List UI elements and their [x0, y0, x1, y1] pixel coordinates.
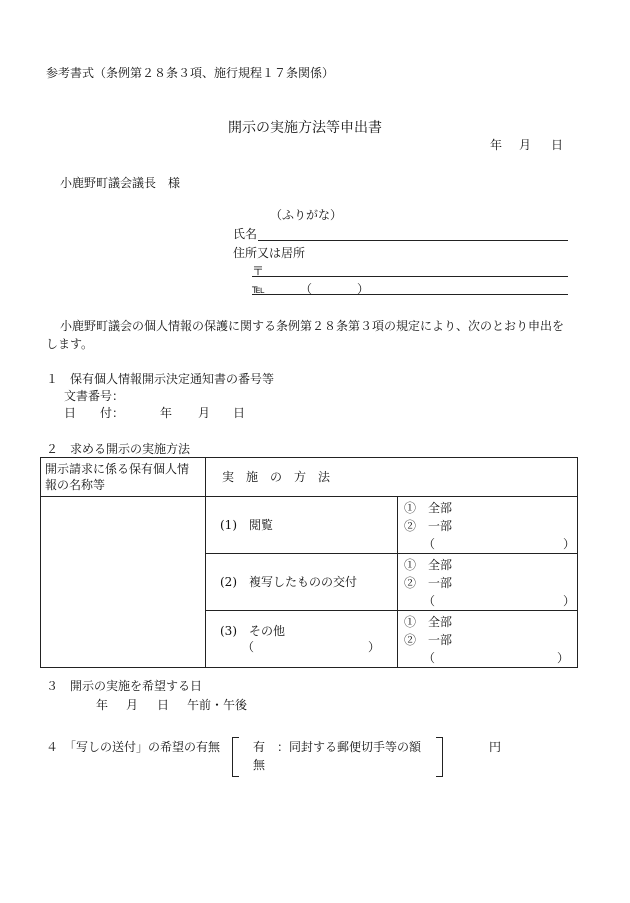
date-label: 日 付： [64, 406, 125, 420]
section1-day: 日 [233, 406, 246, 420]
yen-label: 円 [489, 740, 502, 754]
name-label: 氏名 [233, 227, 258, 241]
info-name-cell[interactable] [41, 497, 206, 668]
options-cell-1[interactable] [398, 497, 578, 554]
option-all-1[interactable]: ① 全部 [404, 501, 453, 515]
section4-heading: ４ 「写しの送付」の希望の有無 [46, 740, 221, 754]
other-paren-close: ） [367, 639, 380, 654]
method-2-label: (2) 複写したものの交付 [220, 574, 357, 589]
option-partial-1[interactable]: ② 一部 [404, 519, 453, 533]
method-row-3[interactable] [206, 611, 398, 668]
date-day: 日 [551, 138, 564, 152]
partial-detail-2[interactable] [404, 592, 575, 610]
method-table [40, 457, 578, 668]
info-name-header-label: 開示請求に係る保有個人情報の名称等 [45, 462, 190, 492]
table-header-info-name [41, 458, 206, 497]
other-paren-open: （ [242, 639, 255, 654]
options-cell-2[interactable] [398, 554, 578, 611]
address-label: 住所又は居所 [233, 246, 306, 260]
name-line[interactable] [258, 240, 568, 241]
method-1-label: (1) 閲覧 [220, 517, 273, 532]
option-all-2[interactable]: ① 全部 [404, 558, 453, 572]
section3-year: 年 [96, 698, 109, 712]
date-month: 月 [519, 138, 532, 152]
paren-open-3: （ [423, 651, 436, 665]
furigana-label: （ふりがな） [270, 208, 343, 222]
paren-close-3: ） [556, 651, 569, 665]
addressee: 小鹿野町議会議長 様 [60, 176, 181, 190]
paren-close-1: ） [562, 537, 575, 551]
section3-ampm[interactable]: 午前・午後 [187, 698, 248, 712]
intro-line-1: 小鹿野町議会の個人情報の保護に関する条例第２８条第３項の規定により、次のとおり申出を [60, 319, 565, 333]
tel-line[interactable] [252, 294, 568, 295]
paren-open-2: （ [423, 594, 436, 608]
tel-label: ℡ [252, 282, 265, 296]
section2-heading: ２ 求める開示の実施方法 [46, 442, 191, 456]
method-header-label: 実 施 の 方 法 [222, 469, 331, 484]
partial-detail-3[interactable] [404, 649, 569, 667]
method-row-1[interactable] [206, 497, 398, 554]
intro-line-2: します。 [46, 337, 94, 351]
bracket-left [232, 737, 239, 777]
paren-close-2: ） [562, 594, 575, 608]
method-3-label: (3) その他 [220, 624, 285, 639]
section3-month: 月 [126, 698, 139, 712]
bracket-right [436, 737, 443, 777]
table-header-method [206, 458, 578, 497]
method-row-2[interactable] [206, 554, 398, 611]
form-title: 開示の実施方法等申出書 [228, 120, 382, 136]
send-copy-no[interactable]: 無 [253, 758, 266, 772]
date-year: 年 [490, 138, 503, 152]
section3-heading: ３ 開示の実施を希望する日 [46, 679, 203, 693]
paren-open-1: （ [423, 537, 436, 551]
partial-detail-1[interactable] [404, 535, 575, 553]
section1-heading: １ 保有個人情報開示決定通知書の番号等 [46, 372, 275, 386]
option-all-3[interactable]: ① 全部 [404, 615, 453, 629]
postal-mark: 〒 [252, 264, 265, 278]
other-detail[interactable] [242, 640, 380, 654]
option-partial-3[interactable]: ② 一部 [404, 633, 453, 647]
reference-note: 参考書式（条例第２８条３項、施行規程１７条関係） [46, 66, 335, 80]
section3-day: 日 [157, 698, 170, 712]
section1-year: 年 [160, 406, 173, 420]
doc-number-label: 文書番号： [64, 389, 125, 403]
address-line[interactable] [252, 276, 568, 277]
send-copy-yes[interactable]: 有 ：同封する郵便切手等の額 [253, 740, 422, 754]
tel-close-paren: ） [357, 282, 370, 296]
options-cell-3[interactable] [398, 611, 578, 668]
tel-open-paren: （ [300, 282, 313, 296]
section1-month: 月 [198, 406, 211, 420]
option-partial-2[interactable]: ② 一部 [404, 576, 453, 590]
